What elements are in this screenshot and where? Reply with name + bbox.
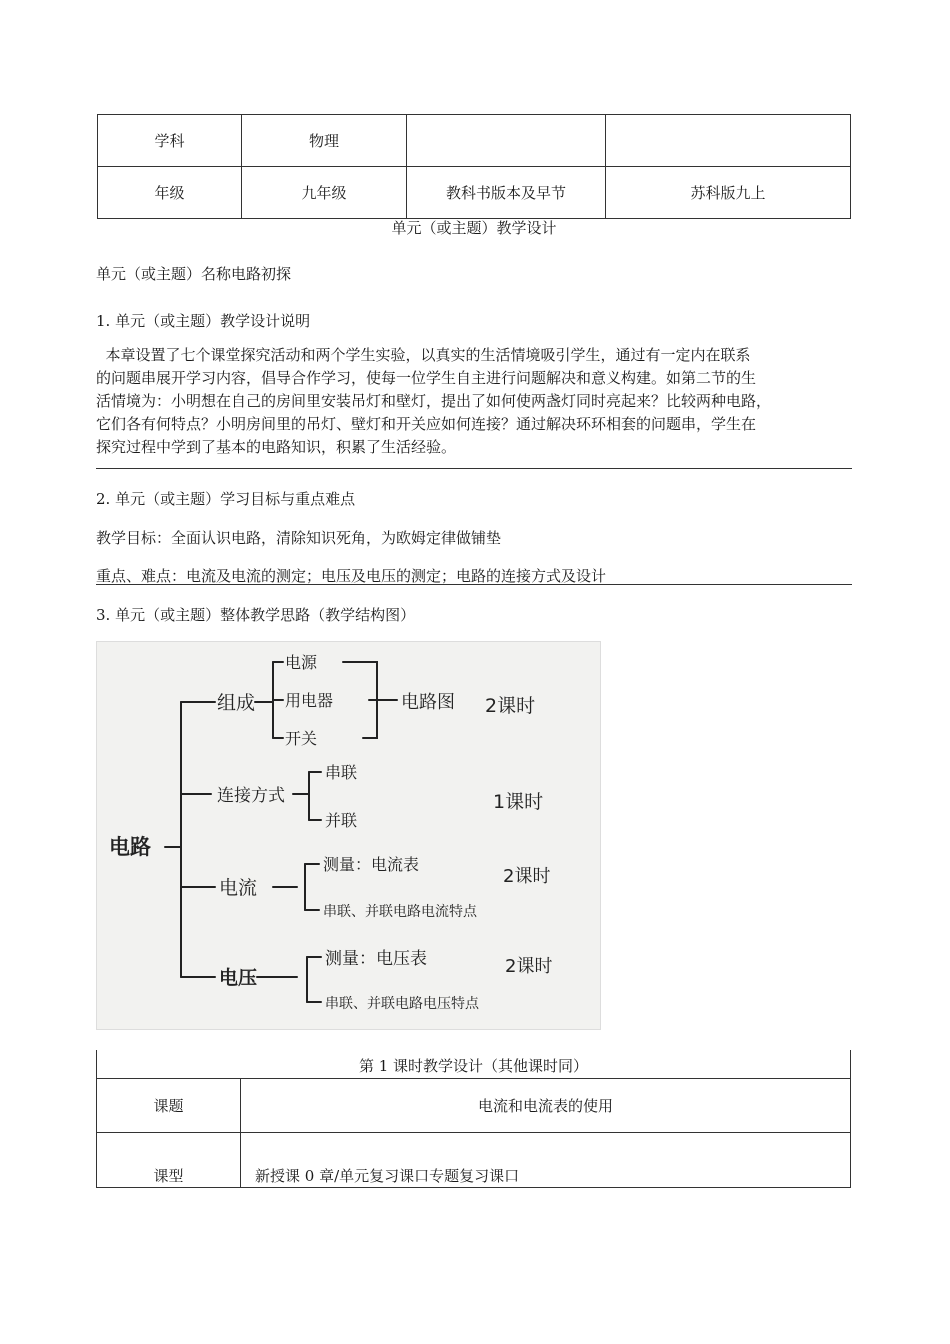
- diagram-branch-label: 电压: [219, 967, 258, 989]
- table-cell: 九年级: [242, 167, 407, 219]
- diagram-result: 电路图: [401, 692, 455, 713]
- table-cell: 年级: [98, 167, 242, 219]
- cell-value: 新授课 0 章/单元复习课口专题复习课口: [255, 1167, 520, 1185]
- diagram-item: 开关: [285, 729, 318, 748]
- diagram-branch-label: 电流: [219, 877, 258, 899]
- table-cell: 苏科版九上: [606, 167, 851, 219]
- diagram-hours: 1课时: [493, 791, 544, 813]
- lesson-title: 第 1 课时教学设计（其他课时同）: [358, 1057, 589, 1075]
- lesson-design: [96, 1050, 851, 1184]
- table-row: [97, 1079, 851, 1133]
- table-cell: [97, 1133, 241, 1188]
- diagram-item: 并联: [325, 811, 358, 830]
- diagram-item: 用电器: [285, 691, 334, 710]
- diagram-branch-label: 连接方式: [217, 786, 285, 806]
- table-cell: 教科书版本及早节: [407, 167, 606, 219]
- lesson-table: [96, 1078, 851, 1188]
- diagram-hours: 2课时: [505, 956, 553, 977]
- table-cell: [241, 1133, 851, 1188]
- diagram-root: 电路: [109, 835, 151, 859]
- body-line: 本章设置了七个课堂探究活动和两个学生实验，以真实的生活情境吸引学生，通过有一定内在联系: [96, 346, 751, 364]
- table-row: [97, 1133, 851, 1188]
- structure-diagram: [96, 641, 601, 1030]
- document-title: 单元（或主题）教学设计: [391, 219, 557, 237]
- divider: [96, 468, 852, 469]
- info-table: [97, 114, 851, 219]
- diagram-item: 串联、并联电路电流特点: [323, 904, 477, 920]
- diagram-item: 串联: [325, 763, 358, 782]
- table-row: [98, 115, 851, 167]
- table-cell: 学科: [98, 115, 242, 167]
- section2-heading: 2. 单元（或主题）学习目标与重点难点: [96, 490, 356, 508]
- diagram-item: 串联、并联电路电压特点: [325, 996, 479, 1012]
- table-cell: [606, 115, 851, 167]
- cell-label: 课型: [153, 1167, 184, 1185]
- diagram-item: 测量：电流表: [323, 855, 420, 874]
- diagram-item: 测量：电压表: [325, 949, 427, 969]
- section1-body: [96, 344, 852, 459]
- diagram-hours: 2课时: [485, 695, 536, 717]
- section3-heading: 3. 单元（或主题）整体教学思路（教学结构图）: [96, 606, 416, 624]
- table-cell: 物理: [242, 115, 407, 167]
- body-line: 活情境为：小明想在自己的房间里安装吊灯和壁灯，提出了如何使两盏灯同时亮起来？比较两种电路，: [96, 392, 772, 410]
- unit-name: 单元（或主题）名称电路初探: [96, 265, 292, 283]
- diagram-hours: 2课时: [503, 866, 551, 887]
- diagram-item: 电源: [285, 653, 318, 672]
- body-line: 探究过程中学到了基本的电路知识，积累了生活经验。: [96, 438, 457, 456]
- table-cell: 课题: [97, 1079, 241, 1133]
- body-line: 它们各有何特点？小明房间里的吊灯、壁灯和开关应如何连接？通过解决环环相套的问题串，学生在: [96, 415, 757, 433]
- diagram-branch-label: 组成: [217, 692, 256, 714]
- key-points: 重点、难点：电流及电流的测定；电压及电压的测定；电路的连接方式及设计: [96, 567, 607, 585]
- divider: [96, 584, 852, 585]
- table-row: [98, 167, 851, 219]
- teaching-goal: 教学目标：全面认识电路，清除知识死角，为欧姆定律做铺垫: [96, 529, 502, 547]
- section1-heading: 1. 单元（或主题）教学设计说明: [96, 312, 311, 330]
- table-cell: 电流和电流表的使用: [241, 1079, 851, 1133]
- table-cell: [407, 115, 606, 167]
- body-line: 的问题串展开学习内容，倡导合作学习，使每一位学生自主进行问题解决和意义构建。如第二节的生: [96, 369, 757, 387]
